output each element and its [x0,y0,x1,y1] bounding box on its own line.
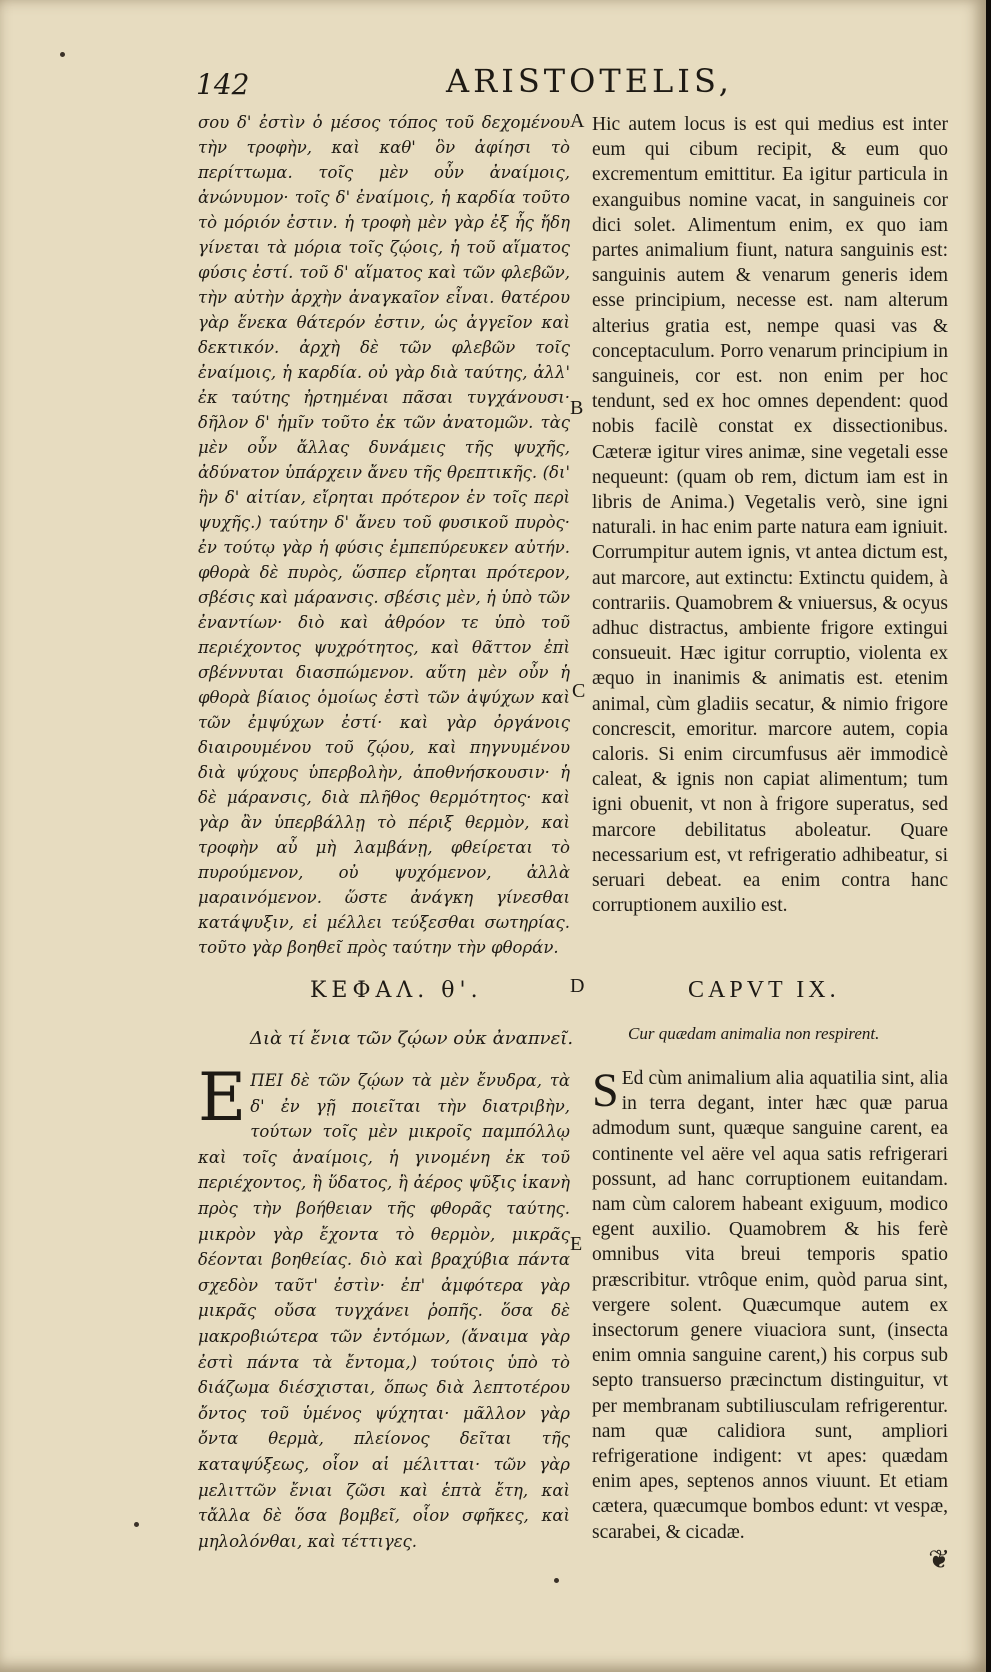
greek-dropcap: E [198,1059,247,1136]
greek-chapter-heading: ΚΕΦΑΛ. θ'. [310,978,483,1003]
latin-column-upper [592,112,948,919]
running-head: ARISTOTELIS, [446,62,733,100]
margin-letter-c: C [572,680,586,702]
greek-chapter-text: ΠΕΙ δὲ τῶν ζῴων τὰ μὲν ἔνυδρα, τὰ δ' ἐν γῇ ποιεῖται τὴν διατριβὴν, τούτων τοῖς μὲν μικροῖς παμπόλλῳ καὶ τοῖς ἀναίμοις, ἡ γινομένη ἐκ τοῦ περιέχοντος, ἢ ὕδατος, ἢ ἀέρος ψῦξις ἱκανὴ πρὸς τὴν βοήθειαν τῆς φθορᾶς ταύτης. μικρὸν γὰρ ἔχοντα τὸ θερμὸν, μικρᾶς δέονται βοηθείας. διὸ καὶ βραχύβια πάντα σχεδὸν ταῦτ' ἐστὶν· ἐπ' ἀμφότερα γὰρ μικρᾶς οὔσα τυγχάνει ῥοπῆς. ὅσα δὲ μακροβιώτερα τῶν ἐντόμων, (ἄναιμα γὰρ ἐστὶ πάντα τὰ ἔντομα,) τούτοις ὑπὸ τὸ διάζωμα διέσχισται, ὅπως διὰ λεπτοτέρου ὄντος τοῦ ὑμένος ψύχηται· μᾶλλον γὰρ ὄντα θερμὰ, πλείονος δεῖται τῆς καταψύξεως, οἷον αἱ μέλιτται· τῶν γὰρ μελιττῶν ἔνιαι ζῶσι καὶ ἑπτὰ ἔτη, καὶ τἄλλα δὲ ὅσα βομβεῖ, οἷον σφῆκες, καὶ μηλολόνθαι, καὶ τέττιγες. [198,1071,570,1551]
ink-speck [134,1522,139,1527]
page-header [196,50,936,100]
page-edge [986,0,991,1672]
page-number: 142 [196,68,250,101]
latin-column-lower [592,1066,948,1545]
margin-letter-a: A [570,110,585,132]
margin-letter-e: E [570,1233,583,1255]
flourish-ornament-icon: ❦ [928,1545,950,1575]
ink-speck [60,52,65,57]
greek-chapter-subtitle: Διὰ τί ἔνια τῶν ζῴων οὐκ ἀναπνεῖ. [250,1028,574,1049]
latin-paragraph: Hic autem locus is est qui medius est inter eum qui cibum recipit, & eum quo excrementum emittitur. Ea igitur particula in exanguibus nomine vacat, in sanguineis cor dici solet. Alimentum enim, ex quo iam partes animalium fiunt, natura sanguinis est: sanguinis autem & venarum generis idem esse principium, necesse est. nam alterum alterius gratia est, nempe quasi vas & conceptaculum. Porro venarum principium in sanguineis, cor est. non enim per hoc tendunt, sed ex hoc omnes dependent: quod nobis facilè constat ex dissectionibus. Cæteræ igitur vires animæ, sine vegetali esse nequeunt: (quam ob rem, dictum iam est in libris de Anima.) Vegetalis verò, sine igni naturali. in hac enim parte natura eam igniuit. Corrumpitur autem ignis, vt antea dictum est, aut marcore, aut extinctu: Extinctu quidem, à contrariis. Quamobrem & vniuersus, & ocyus adhuc distractus, ambiente frigore extingui consueuit. Hæc igitur corruptio, violenta ex æquo in inanimis & animatis est. etenim animal, cùm gladiis secatur, & nimio frigore concrescit, emoritur. marcore autem, copia caloris. Si enim circumfusus aër immodicè caleat, & ignis non capiat alimentum; tum igni obuenit, vt non à frigore superatus, sed marcore debilitatus aboleatur. Quare necessarium est, vt refrigeratio adhibeatur, si seruari debeat. ea enim contra hanc corruptionem auxilio est. [592,114,948,917]
margin-letter-b: B [570,397,584,419]
greek-paragraph: σου δ' ἐστὶν ὁ μέσος τόπος τοῦ δεχομένου τὴν τροφὴν, καὶ καθ' ὃν ἀφίησι τὸ περίττωμα. τοῖς μὲν οὖν ἀναίμοις, ἀνώνυμον· τοῖς δ' ἐναίμοις, ἡ καρδία τοῦτο τὸ μόριόν ἐστιν. ἡ τροφὴ μὲν γὰρ ἐξ ἧς ἤδη γίνεται τὰ μόρια τοῖς ζῴοις, ἡ τοῦ αἵματος φύσις ἐστί. τοῦ δ' αἵματος καὶ τῶν φλεβῶν, τὴν αὐτὴν ἀρχὴν ἀναγκαῖον εἶναι. θατέρου γὰρ ἕνεκα θάτερόν ἐστιν, ὡς ἀγγεῖον καὶ δεκτικόν. ἀρχὴ δὲ τῶν φλεβῶν τοῖς ἐναίμοις, ἡ καρδία. οὐ γὰρ διὰ ταύτης, ἀλλ' ἐκ ταύτης ἠρτημέναι πᾶσαι τυγχάνουσι· δῆλον δ' ἡμῖν τοῦτο ἐκ τῶν ἀνατομῶν. τὰς μὲν οὖν ἄλλας δυνάμεις τῆς ψυχῆς, ἀδύνατον ὑπάρχειν ἄνευ τῆς θρεπτικῆς. (δι' ἣν δ' αἰτίαν, εἴρηται πρότερον ἐν τοῖς περὶ ψυχῆς.) ταύτην δ' ἄνευ τοῦ φυσικοῦ πυρὸς· ἐν τούτῳ γὰρ ἡ φύσις ἐμπεπύρευκεν αὐτήν. φθορὰ δὲ πυρὸς, ὥσπερ εἴρηται πρότερον, σβέσις καὶ μάρανσις. σβέσις μὲν, ἡ ὑπὸ τῶν ἐναντίων· διὸ καὶ ἀθρόον τε ὑπὸ τοῦ περιέχοντος ψυχρότητος, καὶ θᾶττον ἐπὶ σβέννυται διασπώμενον. αὕτη μὲν οὖν ἡ φθορὰ βίαιος ὁμοίως ἐστὶ τῶν ἀψύχων καὶ τῶν ἐμψύχων ἐστί· καὶ γὰρ ὀργάνοις διαιρουμένου τοῦ ζῴου, καὶ πηγνυμένου διὰ ψύχους ὑπερβολὴν, ἀποθνήσκουσιν· ἡ δὲ μάρανσις, διὰ πλῆθος θερμότητος· καὶ γὰρ ἂν ὑπερβάλλῃ τὸ πέριξ θερμὸν, καὶ τροφὴν αὖ μὴ λαμβάνῃ, φθείρεται τὸ πυρούμενον, οὐ ψυχόμενον, ἀλλὰ μαραινόμενον. ὥστε ἀνάγκη γίνεσθαι κατάψυξιν, εἰ μέλλει τεύξεσθαι σωτηρίας. τοῦτο γὰρ βοηθεῖ πρὸς ταύτην τὴν φθοράν. [198,113,570,957]
latin-chapter-subtitle: Cur quædam animalia non respirent. [628,1024,880,1043]
latin-dropcap: S [592,1064,619,1117]
greek-column-upper [198,110,570,960]
latin-chapter-text: Ed cùm animalium alia aquatilia sint, alia in terra degant, inter hæc quæ parua admodum sunt, quæque sanguine carent, ea continente vel aëre vel aqua satis refrigerari possunt, ad hanc corruptionem euitandam. nam cùm calorem habeant exiguum, modico egent auxilio. Quamobrem & his ferè omnibus vita breui temporis spatio præscribitur. vtrôque enim, quòd parua sint, vergere solent. Quæcumque autem ex insectorum genere viuaciora sunt, (insecta enim omnia sanguine carent,) his corpus sub septo transuerso præcinctum distinguitur, vt per membranam subtiliusculam refrigerentur. nam quæ calidiora sunt, ampliori refrigeratione indigent: vt apes: quædam enim apes, septenos annos viuunt. Et etiam cætera, quæcumque bombos edunt: vt vespæ, scarabei, & cicadæ. [592,1068,948,1543]
margin-letter-d: D [570,975,585,997]
ink-speck [554,1578,559,1583]
greek-column-lower [198,1059,570,1554]
latin-chapter-heading: CAPVT IX. [688,977,840,1003]
